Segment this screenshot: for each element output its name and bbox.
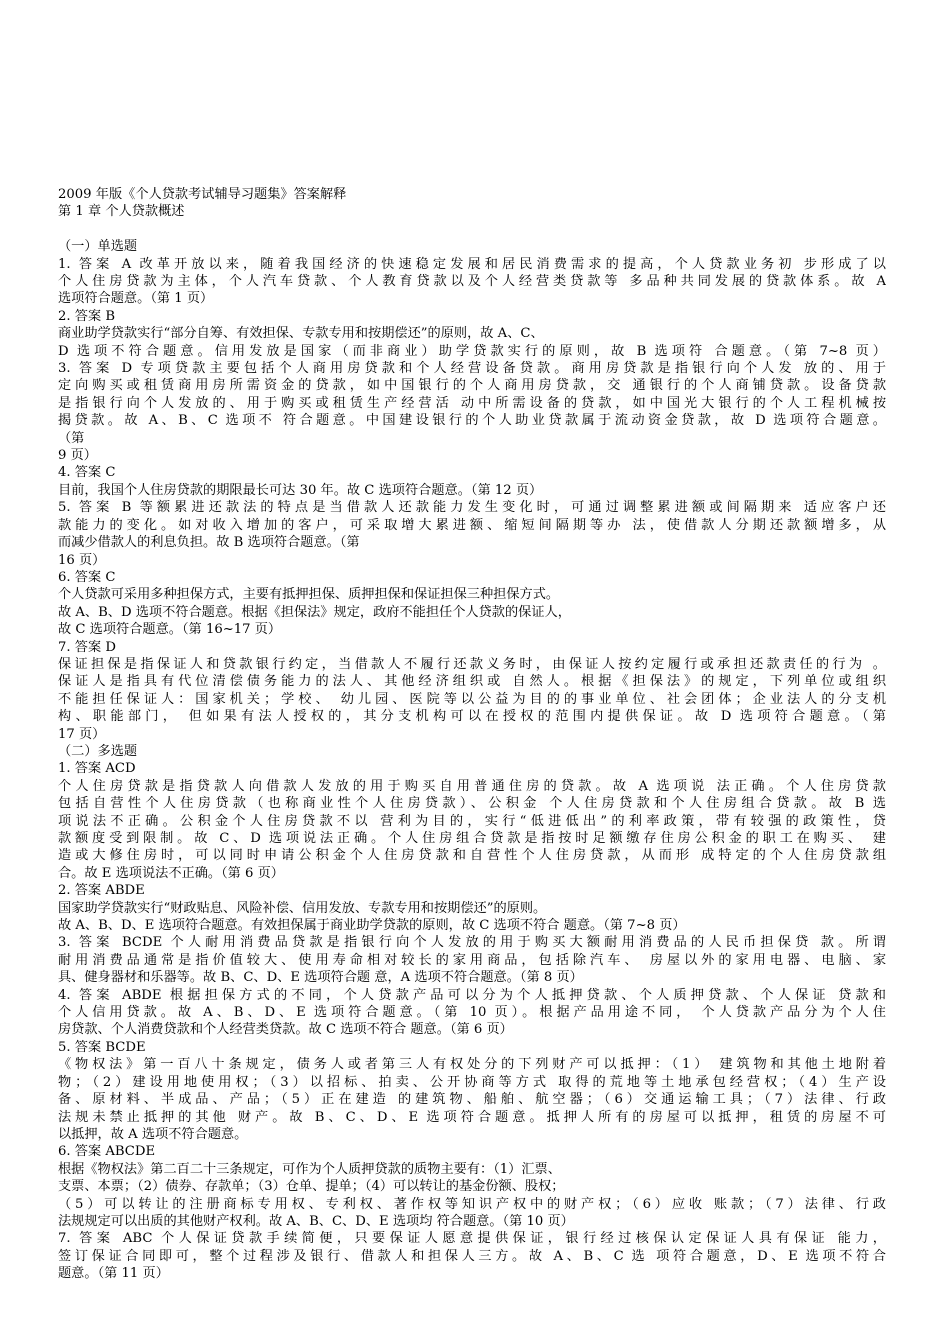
text-line: 法规未禁止抵押的其他 财产。故 B、C、D、E 选项符合题意。抵押人所有的房屋可以抵押，租赁的房屋不可	[58, 1109, 886, 1125]
text-line: 7. 答案 ABC 个人保证贷款手续简便，只要保证人愿意提供保证，银行经过核保认定保证人具有保证 能力，	[58, 1231, 886, 1247]
blank-line	[58, 221, 886, 238]
text-line: （二）多选题	[58, 743, 138, 759]
text-line: 6. 答案 C	[58, 569, 116, 585]
text-line: （一）单选题	[58, 239, 138, 255]
text-line: 耐用消费品通常是指价值较大、使用寿命相对较长的家用商品，包括除汽车、 房屋以外的家用电器、电脑、家	[58, 952, 886, 968]
text-line: 具、健身器材和乐器等。故 B、C、D、E 选项符合题 意，A 选项不符合题意。（第 8 页）	[58, 970, 583, 986]
document-body	[58, 186, 886, 1283]
text-line: 项说法不正确。公积金个人住房贷款不以 营利为目的，实行“低进低出”的利率政策，带有较强的政策性，贷	[58, 813, 886, 829]
text-line: 题意。（第 11 页）	[58, 1266, 169, 1282]
text-line: 法规规定可以出质的其他财产权利。故 A、B、C、D、E 选项均 符合题意。（第 10 页）	[58, 1213, 574, 1229]
text-line: 物；（2）建设用地使用权；（3）以招标、拍卖、公开协商等方式 取得的荒地等土地承包经营权；（4）生产设	[58, 1074, 886, 1090]
text-line: 7. 答案 D	[58, 639, 116, 655]
text-line: 个人住房贷款是指贷款人向借款人发放的用于购买自用普通住房的贷款。故 A 选项说 法正确。个人住房贷款	[58, 778, 886, 794]
text-line: 国家助学贷款实行“财政贴息、风险补偿、信用发放、专款专用和按期偿还”的原则。	[58, 900, 547, 916]
text-line: 2. 答案 B	[58, 308, 116, 324]
text-line: 构、职能部门， 但如果有法人授权的，其分支机构可以在授权的范围内提供保证。故 D 选项符合题意。（第	[58, 709, 886, 725]
text-line: 根据《物权法》第二百二十三条规定，可作为个人质押贷款的质物主要有：（1）汇票、	[58, 1161, 561, 1177]
text-line: 6. 答案 ABCDE	[58, 1144, 156, 1160]
text-line: 而减少借款人的利息负担。故 B 选项符合题意。（第	[58, 535, 360, 551]
text-line: 房贷款、个人消费贷款和个人经营类贷款。故 C 选项不符合 题意。（第 6 页）	[58, 1022, 513, 1038]
text-line: （第	[58, 430, 85, 446]
text-line: 故 A、B、D、E 选项符合题意。有效担保属于商业助学贷款的原则，故 C 选项不符合 题意。（第 7~8 页）	[58, 918, 686, 934]
text-line: （5）可以转让的注册商标专用权、专利权、著作权等知识产权中的财产权；（6）应收 账款；（7）法律、行政	[58, 1196, 886, 1212]
text-line: 17 页）	[58, 726, 106, 742]
text-line: 款额度受到限制。故 C、D 选项说法正确。个人住房组合贷款是指按时足额缴存住房公积金的职工在购买、 建	[58, 831, 886, 847]
text-line: 《物权法》第一百八十条规定，债务人或者第三人有权处分的下列财产可以抵押：（1） 建筑物和其他土地附着	[58, 1057, 886, 1073]
text-line: 定向购买或租赁商用房所需资金的贷款，如中国银行的个人商用房贷款，交 通银行的个人商铺贷款。设备贷款	[58, 378, 886, 394]
text-line: 5. 答案 BCDE	[58, 1039, 146, 1055]
text-line: 选项符合题意。（第 1 页）	[58, 291, 214, 307]
text-line: 16 页）	[58, 552, 106, 568]
text-line: 3. 答案 D 专项贷款主要包括个人商用房贷款和个人经营设备贷款。商用房贷款是指银行向个人发 放的、用于	[58, 361, 886, 377]
document-title: 2009 年版《个人贷款考试辅导习题集》答案解释	[58, 187, 347, 202]
text-line: 备、原材料、半成品、产品；（5）正在建造 的建筑物、船舶、航空器；（6）交通运输工具；（7）法律、行政	[58, 1092, 886, 1108]
text-line: 造或大修住房时，可以同时申请公积金个人住房贷款和自营性个人住房贷款，从而形 成特定的个人住房贷款组	[58, 848, 886, 864]
text-line: 揭贷款。故 A、B、C 选项不 符合题意。中国建设银行的个人助业贷款属于流动资金贷款，故 D 选项符合题意。	[58, 413, 886, 429]
text-line: 支票、本票；（2）债券、存款单；（3）仓单、提单；（4）可以转让的基金份额、股权；	[58, 1179, 565, 1195]
text-line: 故 A、B、D 选项不符合题意。根据《担保法》规定，政府不能担任个人贷款的保证人，	[58, 604, 571, 620]
text-line: 故 C 选项符合题意。（第 16~17 页）	[58, 622, 282, 638]
text-line: 款能力的变化。如对收入增加的客户，可采取增大累进额、缩短间隔期等办 法，使借款人分期还款额增多，从	[58, 517, 886, 533]
text-line: 个人贷款可采用多种担保方式，主要有抵押担保、质押担保和保证担保三种担保方式。	[58, 587, 560, 603]
text-line: 1. 答案 A 改革开放以来，随着我国经济的快速稳定发展和居民消费需求的提高，个人贷款业务初 步形成了以	[58, 256, 886, 272]
text-line: 目前，我国个人住房贷款的期限最长可达 30 年。故 C 选项符合题意。（第 12 页）	[58, 482, 543, 498]
text-line: 是指银行向个人发放的、用于购买或租赁生产经营活 动中所需设备的贷款，如中国光大银行的个人工程机械按	[58, 395, 886, 411]
text-line: 4. 答案 ABDE 根据担保方式的不同，个人贷款产品可以分为个人抵押贷款、个人质押贷款、个人保证 贷款和	[58, 987, 886, 1003]
answer-text	[58, 221, 886, 1283]
text-line: 合。故 E 选项说法不正确。（第 6 页）	[58, 865, 284, 881]
text-line: 1. 答案 ACD	[58, 761, 136, 777]
text-line: 个人住房贷款为主体，个人汽车贷款、个人教育贷款以及个人经营类贷款等 多品种共同发展的贷款体系。故 A	[58, 274, 886, 290]
text-line: 商业助学贷款实行“部分自筹、有效担保、专款专用和按期偿还”的原则，故 A、C、	[58, 326, 544, 342]
text-line: 签订保证合同即可，整个过程涉及银行、借款人和担保人三方。故 A、B、C 选 项符合题意，D、E 选项不符合	[58, 1248, 886, 1264]
text-line: 以抵押，故 A 选项不符合题意。	[58, 1126, 248, 1142]
text-line: 3. 答案 BCDE 个人耐用消费品贷款是指银行向个人发放的用于购买大额耐用消费品的人民币担保贷 款。所谓	[58, 935, 886, 951]
text-line: 不能担任保证人：国家机关；学校、 幼儿园、医院等以公益为目的的事业单位、社会团体；企业法人的分支机	[58, 691, 886, 707]
text-line: 保证担保是指保证人和贷款银行约定，当借款人不履行还款义务时，由保证人按约定履行或承担还款责任的行为 。	[58, 656, 886, 672]
text-line: 个人信用贷款。故 A、B、D、E 选项符合题意。（第 10 页）。根据产品用途不同， 个人贷款产品分为个人住	[58, 1005, 886, 1021]
chapter-heading: 第 1 章 个人贷款概述	[58, 204, 185, 220]
text-line: 5. 答案 B 等额累进还款法的特点是当借款人还款能力发生变化时，可通过调整累进额或间隔期来 适应客户还	[58, 500, 886, 516]
text-line: 4. 答案 C	[58, 465, 116, 481]
text-line: 2. 答案 ABDE	[58, 883, 145, 899]
text-line: 9 页）	[58, 448, 97, 464]
text-line: D 选项不符合题意。信用发放是国家（而非商业）助学贷款实行的原则，故 B 选项符 合题意。（第 7~8 页）	[58, 343, 886, 359]
text-line: 保证人是指具有代位清偿债务能力的法人、其他经济组织或 自然人。根据《担保法》的规定，下列单位或组织	[58, 674, 886, 690]
text-line: 包括自营性个人住房贷款（也称商业性个人住房贷款）、公积金 个人住房贷款和个人住房组合贷款。故 B 选	[58, 796, 886, 812]
